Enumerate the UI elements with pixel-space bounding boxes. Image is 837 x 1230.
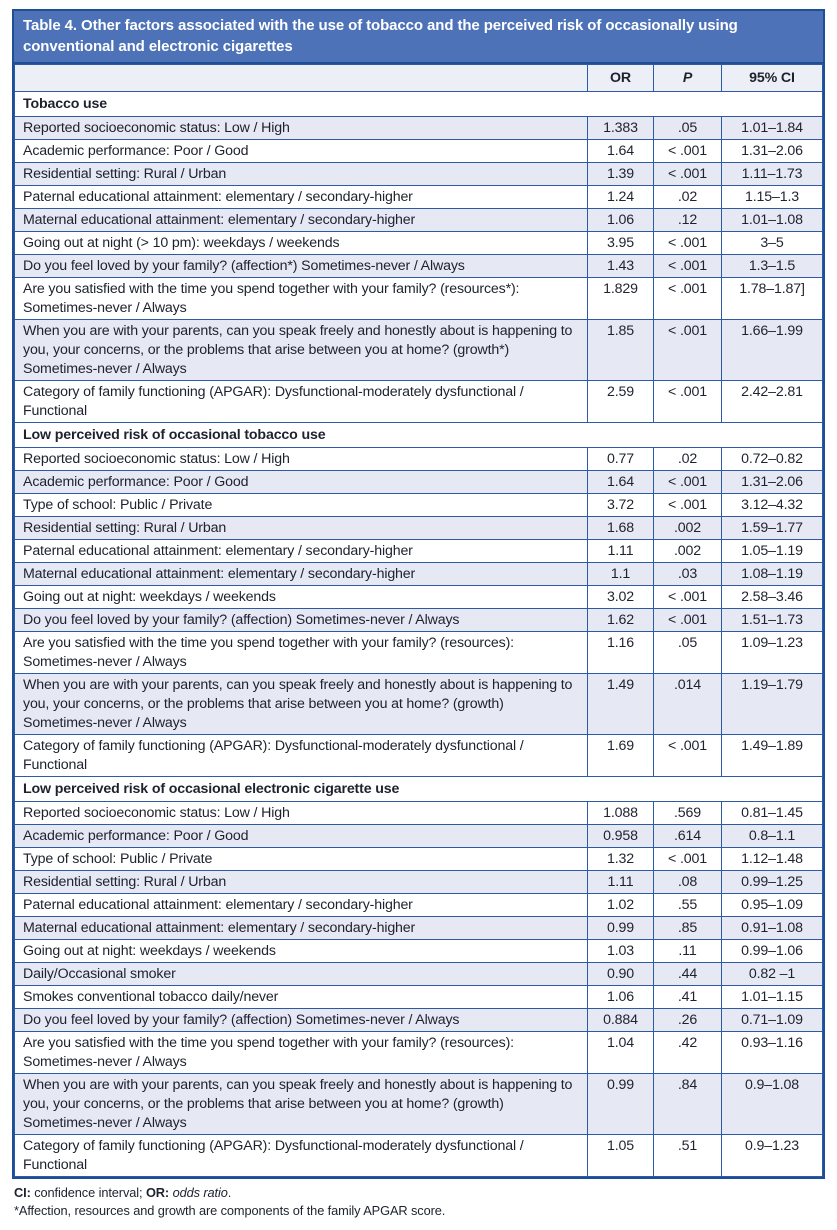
factor-label-cell: Paternal educational attainment: elementary / secondary-higher — [15, 540, 588, 563]
table-row — [15, 1135, 823, 1177]
p-value-cell: < .001 — [654, 494, 722, 517]
ci-value-cell: 0.93–1.16 — [722, 1032, 823, 1074]
or-value-cell: 1.04 — [588, 1032, 654, 1074]
table-row — [15, 209, 823, 232]
p-value-cell: < .001 — [654, 232, 722, 255]
p-value-cell: < .001 — [654, 163, 722, 186]
factor-label-cell: Maternal educational attainment: elementary / secondary-higher — [15, 209, 588, 232]
table-row — [15, 609, 823, 632]
p-value-cell: .05 — [654, 117, 722, 140]
factor-label-cell: Maternal educational attainment: elementary / secondary-higher — [15, 917, 588, 940]
table-row — [15, 802, 823, 825]
footnotes — [12, 1184, 825, 1220]
factor-label-cell: Type of school: Public / Private — [15, 494, 588, 517]
factor-label-cell: Going out at night: weekdays / weekends — [15, 586, 588, 609]
table-row — [15, 848, 823, 871]
ci-value-cell: 0.71–1.09 — [722, 1009, 823, 1032]
p-value-cell: < .001 — [654, 255, 722, 278]
ci-value-cell: 0.91–1.08 — [722, 917, 823, 940]
table-row — [15, 540, 823, 563]
p-value-cell: .014 — [654, 674, 722, 735]
p-value-cell: .41 — [654, 986, 722, 1009]
factor-label-cell: Residential setting: Rural / Urban — [15, 517, 588, 540]
table-row — [15, 871, 823, 894]
table-row — [15, 674, 823, 735]
table-row — [15, 735, 823, 777]
factor-label-cell: Do you feel loved by your family? (affection*) Sometimes-never / Always — [15, 255, 588, 278]
p-value-cell: .51 — [654, 1135, 722, 1177]
ci-value-cell: 0.99–1.25 — [722, 871, 823, 894]
factor-label-cell: Smokes conventional tobacco daily/never — [15, 986, 588, 1009]
p-value-cell: .84 — [654, 1074, 722, 1135]
table-row — [15, 278, 823, 320]
or-value-cell: 1.69 — [588, 735, 654, 777]
p-value-cell: .08 — [654, 871, 722, 894]
footnote-abbreviations: CI: confidence interval; OR: odds ratio. — [14, 1185, 232, 1200]
or-abbrev: OR: — [145, 1185, 170, 1200]
ci-value-cell: 1.49–1.89 — [722, 735, 823, 777]
factor-label-cell: Category of family functioning (APGAR): Dysfunctional-moderately dysfunctional / Functional — [15, 381, 588, 423]
or-value-cell: 1.05 — [588, 1135, 654, 1177]
table-row — [15, 320, 823, 381]
p-value-cell: < .001 — [654, 848, 722, 871]
or-value-cell: 1.64 — [588, 140, 654, 163]
factor-label-cell: Paternal educational attainment: elementary / secondary-higher — [15, 894, 588, 917]
ci-value-cell: 0.81–1.45 — [722, 802, 823, 825]
table-row — [15, 232, 823, 255]
ci-value-cell: 1.31–2.06 — [722, 471, 823, 494]
factor-label-cell: Do you feel loved by your family? (affection) Sometimes-never / Always — [15, 1009, 588, 1032]
factor-label-cell: When you are with your parents, can you speak freely and honestly about is happening to you, your concerns, or the problems that arise between you at home? (growth) Sometimes-never / Always — [15, 674, 588, 735]
ci-abbrev: CI: — [14, 1185, 31, 1200]
p-value-cell: .569 — [654, 802, 722, 825]
ci-value-cell: 1.12–1.48 — [722, 848, 823, 871]
factor-label-cell: Paternal educational attainment: elementary / secondary-higher — [15, 186, 588, 209]
ci-value-cell: 1.05–1.19 — [722, 540, 823, 563]
or-value-cell: 1.06 — [588, 986, 654, 1009]
ci-value-cell: 1.78–1.87] — [722, 278, 823, 320]
p-value-cell: .12 — [654, 209, 722, 232]
or-value-cell: 3.72 — [588, 494, 654, 517]
factor-label-cell: Academic performance: Poor / Good — [15, 825, 588, 848]
ci-value-cell: 3.12–4.32 — [722, 494, 823, 517]
or-value-cell: 0.90 — [588, 963, 654, 986]
factor-label-cell: When you are with your parents, can you speak freely and honestly about is happening to you, your concerns, or the problems that arise between you at home? (growth*) Sometimes-never / Always — [15, 320, 588, 381]
factor-label-cell: Reported socioeconomic status: Low / High — [15, 448, 588, 471]
ci-value-cell: 1.19–1.79 — [722, 674, 823, 735]
table-row — [15, 940, 823, 963]
ci-value-cell: 2.42–2.81 — [722, 381, 823, 423]
factor-label-cell: Type of school: Public / Private — [15, 848, 588, 871]
or-value-cell: 1.02 — [588, 894, 654, 917]
factor-label-cell: Residential setting: Rural / Urban — [15, 871, 588, 894]
factor-label-cell: Residential setting: Rural / Urban — [15, 163, 588, 186]
ci-value-cell: 0.99–1.06 — [722, 940, 823, 963]
table-row — [15, 471, 823, 494]
factor-label-cell: Do you feel loved by your family? (affection) Sometimes-never / Always — [15, 609, 588, 632]
table-caption-number: Table 4. — [23, 17, 77, 34]
ci-value-cell: 3–5 — [722, 232, 823, 255]
col-header-or: OR — [588, 65, 654, 92]
or-value-cell: 0.99 — [588, 917, 654, 940]
results-table-container — [12, 9, 825, 1179]
or-value-cell: 0.77 — [588, 448, 654, 471]
ci-value-cell: 1.08–1.19 — [722, 563, 823, 586]
p-value-cell: .05 — [654, 632, 722, 674]
or-value-cell: 1.85 — [588, 320, 654, 381]
table-row — [15, 986, 823, 1009]
p-value-cell: < .001 — [654, 140, 722, 163]
p-value-cell: < .001 — [654, 609, 722, 632]
or-value-cell: 1.64 — [588, 471, 654, 494]
table-row — [15, 186, 823, 209]
column-header-row — [15, 65, 823, 92]
ci-value-cell: 1.59–1.77 — [722, 517, 823, 540]
factor-label-cell: Academic performance: Poor / Good — [15, 471, 588, 494]
ci-value-cell: 0.9–1.23 — [722, 1135, 823, 1177]
p-value-cell: .85 — [654, 917, 722, 940]
p-value-cell: .26 — [654, 1009, 722, 1032]
table-row — [15, 1032, 823, 1074]
p-value-cell: .02 — [654, 448, 722, 471]
p-value-cell: .02 — [654, 186, 722, 209]
p-value-cell: < .001 — [654, 320, 722, 381]
p-value-cell: .11 — [654, 940, 722, 963]
or-value-cell: 2.59 — [588, 381, 654, 423]
factor-label-cell: Are you satisfied with the time you spend together with your family? (resources): Sometimes-never / Always — [15, 1032, 588, 1074]
ci-value-cell: 0.9–1.08 — [722, 1074, 823, 1135]
table-row — [15, 586, 823, 609]
factor-label-cell: Category of family functioning (APGAR): Dysfunctional-moderately dysfunctional / Functional — [15, 1135, 588, 1177]
p-value-cell: < .001 — [654, 586, 722, 609]
table-row — [15, 1074, 823, 1135]
ci-value-cell: 2.58–3.46 — [722, 586, 823, 609]
p-value-cell: .42 — [654, 1032, 722, 1074]
section-header-row — [15, 92, 823, 117]
table-caption-text: Other factors associated with the use of tobacco and the perceived risk of occasionally using conventional and electronic cigarettes — [23, 17, 738, 55]
p-value-cell: .002 — [654, 517, 722, 540]
or-value-cell: 1.383 — [588, 117, 654, 140]
table-row — [15, 117, 823, 140]
p-value-cell: .03 — [654, 563, 722, 586]
or-value-cell: 1.16 — [588, 632, 654, 674]
ci-value-cell: 1.09–1.23 — [722, 632, 823, 674]
section-header-label: Tobacco use — [15, 92, 823, 117]
or-value-cell: 1.03 — [588, 940, 654, 963]
or-value-cell: 1.49 — [588, 674, 654, 735]
table-row — [15, 632, 823, 674]
table-row — [15, 163, 823, 186]
factor-label-cell: Academic performance: Poor / Good — [15, 140, 588, 163]
or-value-cell: 1.32 — [588, 848, 654, 871]
table-row — [15, 917, 823, 940]
table-row — [15, 894, 823, 917]
factor-label-cell: Maternal educational attainment: elementary / secondary-higher — [15, 563, 588, 586]
results-table — [14, 64, 823, 1177]
table-row — [15, 563, 823, 586]
ci-value-cell: 0.8–1.1 — [722, 825, 823, 848]
ci-value-cell: 0.72–0.82 — [722, 448, 823, 471]
section-header-row — [15, 777, 823, 802]
or-value-cell: 1.1 — [588, 563, 654, 586]
factor-label-cell: When you are with your parents, can you speak freely and honestly about is happening to you, your concerns, or the problems that arise between you at home? (growth) Sometimes-never / Always — [15, 1074, 588, 1135]
table-row — [15, 517, 823, 540]
factor-label-cell: Reported socioeconomic status: Low / High — [15, 802, 588, 825]
section-header-row — [15, 423, 823, 448]
factor-label-cell: Daily/Occasional smoker — [15, 963, 588, 986]
or-value-cell: 1.11 — [588, 540, 654, 563]
or-value-cell: 1.088 — [588, 802, 654, 825]
ci-value-cell: 1.01–1.15 — [722, 986, 823, 1009]
ci-value-cell: 1.66–1.99 — [722, 320, 823, 381]
factor-label-cell: Category of family functioning (APGAR): Dysfunctional-moderately dysfunctional / Functional — [15, 735, 588, 777]
or-value-cell: 0.99 — [588, 1074, 654, 1135]
col-header-ci: 95% CI — [722, 65, 823, 92]
factor-label-cell: Reported socioeconomic status: Low / High — [15, 117, 588, 140]
factor-label-cell: Are you satisfied with the time you spend together with your family? (resources*): Sometimes-never / Always — [15, 278, 588, 320]
ci-value-cell: 1.11–1.73 — [722, 163, 823, 186]
ci-value-cell: 0.95–1.09 — [722, 894, 823, 917]
p-value-cell: < .001 — [654, 381, 722, 423]
factor-label-cell: Going out at night: weekdays / weekends — [15, 940, 588, 963]
ci-value-cell: 1.31–2.06 — [722, 140, 823, 163]
footnote-apgar: *Affection, resources and growth are components of the family APGAR score. — [14, 1203, 446, 1218]
factor-label-cell: Are you satisfied with the time you spend together with your family? (resources): Sometimes-never / Always — [15, 632, 588, 674]
p-value-cell: < .001 — [654, 735, 722, 777]
or-value-cell: 1.62 — [588, 609, 654, 632]
or-value-cell: 1.11 — [588, 871, 654, 894]
table-title — [14, 11, 823, 64]
ci-value-cell: 1.51–1.73 — [722, 609, 823, 632]
or-value-cell: 0.884 — [588, 1009, 654, 1032]
or-value-cell: 1.829 — [588, 278, 654, 320]
table-row — [15, 381, 823, 423]
table-row — [15, 140, 823, 163]
col-header-p: P — [654, 65, 722, 92]
or-value-cell: 3.95 — [588, 232, 654, 255]
table-row — [15, 255, 823, 278]
p-value-cell: .44 — [654, 963, 722, 986]
factor-label-cell: Going out at night (> 10 pm): weekdays / weekends — [15, 232, 588, 255]
ci-value-cell: 1.01–1.84 — [722, 117, 823, 140]
table-row — [15, 1009, 823, 1032]
p-value-cell: .55 — [654, 894, 722, 917]
section-header-label: Low perceived risk of occasional tobacco use — [15, 423, 823, 448]
or-value-cell: 1.43 — [588, 255, 654, 278]
or-value-cell: 3.02 — [588, 586, 654, 609]
or-value-cell: 1.39 — [588, 163, 654, 186]
p-value-cell: .614 — [654, 825, 722, 848]
table-row — [15, 825, 823, 848]
ci-value-cell: 1.15–1.3 — [722, 186, 823, 209]
table-row — [15, 963, 823, 986]
p-value-cell: < .001 — [654, 471, 722, 494]
ci-value-cell: 1.01–1.08 — [722, 209, 823, 232]
table-row — [15, 494, 823, 517]
or-value-cell: 1.06 — [588, 209, 654, 232]
or-value-cell: 0.958 — [588, 825, 654, 848]
p-value-cell: .002 — [654, 540, 722, 563]
ci-value-cell: 1.3–1.5 — [722, 255, 823, 278]
ci-value-cell: 0.82 –1 — [722, 963, 823, 986]
or-value-cell: 1.68 — [588, 517, 654, 540]
col-header-factor — [15, 65, 588, 92]
section-header-label: Low perceived risk of occasional electronic cigarette use — [15, 777, 823, 802]
or-value-cell: 1.24 — [588, 186, 654, 209]
p-value-cell: < .001 — [654, 278, 722, 320]
table-row — [15, 448, 823, 471]
